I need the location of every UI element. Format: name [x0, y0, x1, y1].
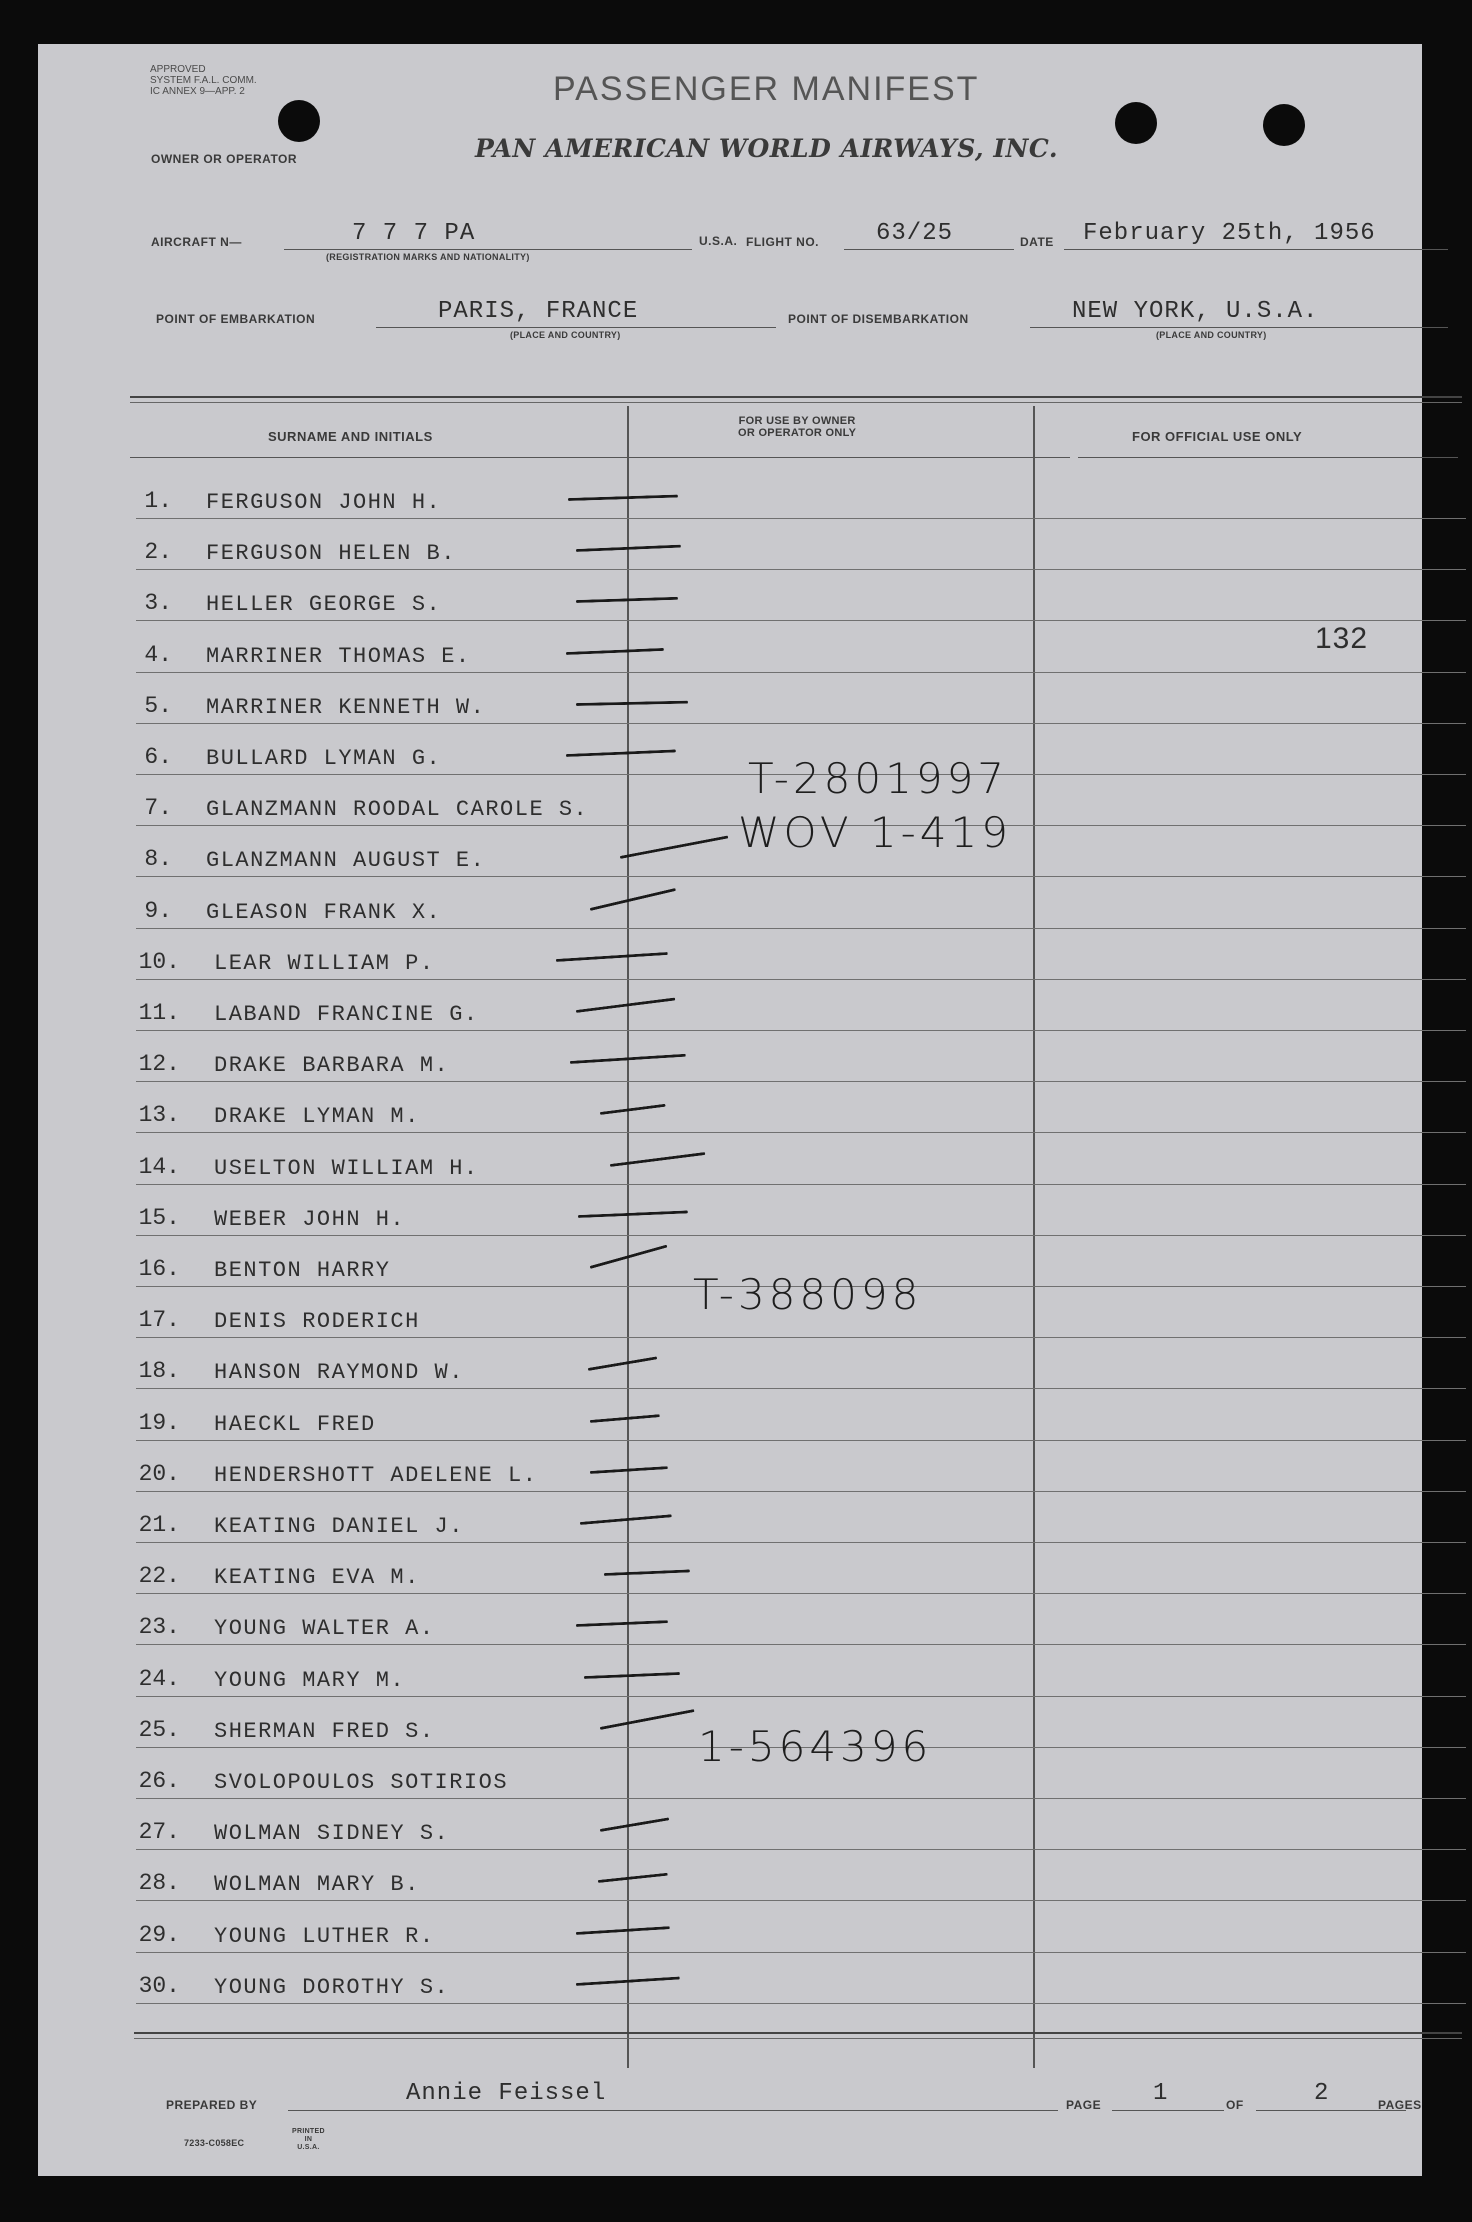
check-mark [610, 1152, 706, 1167]
row-rule [136, 1644, 1466, 1645]
passenger-name: GLEASON FRANK X. [206, 899, 442, 925]
row-number: 29. [138, 1921, 180, 1948]
passenger-name: MARRINER KENNETH W. [206, 694, 486, 720]
passenger-name: WOLMAN SIDNEY S. [214, 1821, 450, 1847]
row-rule [136, 1081, 1466, 1082]
row-rule [136, 1132, 1466, 1133]
row-rule [136, 672, 1466, 673]
check-mark [566, 647, 664, 654]
row-rule [136, 1184, 1466, 1185]
disembark-value: NEW YORK, U.S.A. [1072, 298, 1319, 325]
official-mark: 132 [1315, 622, 1369, 655]
passenger-name: SHERMAN FRED S. [214, 1718, 435, 1744]
check-mark [576, 1621, 668, 1628]
passenger-name: YOUNG WALTER A. [214, 1616, 435, 1642]
row-rule [136, 1952, 1466, 1953]
row-number: 10. [138, 948, 180, 975]
place-caption: (PLACE AND COUNTRY) [510, 330, 621, 340]
row-number: 22. [138, 1563, 180, 1590]
row-number: 1. [144, 488, 172, 514]
handwritten-ticket-row8: WOV 1-419 [738, 808, 1012, 857]
page-number: 1 [1153, 2080, 1169, 2107]
owner-label: OWNER OR OPERATOR [151, 152, 298, 166]
total-pages: 2 [1314, 2080, 1330, 2107]
check-mark [600, 1818, 670, 1833]
date-value: February 25th, 1956 [1083, 220, 1376, 247]
row-rule [136, 1900, 1466, 1901]
row-number: 5. [144, 692, 172, 719]
check-mark [620, 836, 729, 860]
row-number: 18. [138, 1358, 180, 1385]
punch-hole [1115, 102, 1157, 144]
row-number: 16. [138, 1256, 180, 1282]
embark-value: PARIS, FRANCE [438, 298, 639, 325]
row-number: 3. [144, 590, 172, 617]
passenger-name: YOUNG MARY M. [214, 1667, 406, 1693]
row-number: 13. [138, 1102, 180, 1129]
passenger-name: USELTON WILLIAM H. [214, 1155, 479, 1181]
passenger-name: SVOLOPOULOS SOTIRIOS [214, 1770, 509, 1795]
row-rule [136, 518, 1466, 519]
passenger-name: BENTON HARRY [214, 1258, 391, 1283]
passenger-name: YOUNG DOROTHY S. [214, 1974, 450, 2000]
row-rule [136, 1798, 1466, 1799]
row-rule [136, 1235, 1466, 1236]
check-mark [588, 1357, 658, 1372]
aircraft-label: AIRCRAFT N— [151, 235, 242, 249]
row-number: 26. [138, 1768, 180, 1794]
owner-use-column-header: FOR USE BY OWNER OR OPERATOR ONLY [738, 415, 857, 439]
of-label: OF [1226, 2098, 1244, 2112]
handwritten-ticket-row17: T-388098 [693, 1270, 923, 1319]
passenger-name: DENIS RODERICH [214, 1309, 420, 1335]
check-mark [600, 1104, 666, 1115]
row-rule [136, 979, 1466, 980]
check-mark [568, 495, 678, 501]
flight-label: FLIGHT NO. [746, 235, 819, 249]
row-number: 19. [138, 1409, 180, 1436]
embark-label: POINT OF EMBARKATION [156, 312, 316, 326]
check-mark [576, 1926, 670, 1935]
passenger-name: DRAKE LYMAN M. [214, 1104, 420, 1130]
row-rule [136, 723, 1466, 724]
check-mark [556, 952, 668, 962]
row-number: 23. [138, 1614, 180, 1641]
printed-in-usa: PRINTED IN U.S.A. [292, 2128, 325, 2151]
passenger-name: GLANZMANN ROODAL CAROLE S. [206, 797, 589, 823]
approval-note: APPROVED SYSTEM F.A.L. COMM. IC ANNEX 9—APP. 2 [150, 64, 257, 97]
check-mark [580, 1514, 672, 1525]
row-rule [136, 1696, 1466, 1697]
row-number: 12. [138, 1051, 180, 1078]
passenger-name: HAECKL FRED [214, 1411, 376, 1437]
row-rule [136, 1542, 1466, 1543]
page-label: PAGE [1066, 2098, 1102, 2112]
row-rule [136, 876, 1466, 877]
row-number: 28. [138, 1870, 180, 1897]
check-mark [604, 1570, 690, 1577]
handwritten-ticket-row7: T-2801997 [748, 754, 1009, 803]
passenger-name: KEATING EVA M. [214, 1565, 420, 1591]
usa-label: U.S.A. [699, 234, 738, 248]
passenger-name: WEBER JOHN H. [214, 1206, 406, 1232]
passenger-name: GLANZMANN AUGUST E. [206, 848, 486, 874]
row-number: 9. [144, 897, 172, 924]
check-mark [590, 1414, 660, 1423]
check-mark [600, 1709, 695, 1730]
row-number: 17. [138, 1307, 180, 1334]
check-mark [590, 888, 676, 911]
row-rule [136, 1030, 1466, 1031]
passenger-name: LABAND FRANCINE G. [214, 1002, 479, 1027]
row-number: 30. [138, 1972, 180, 1999]
row-number: 11. [138, 1000, 180, 1026]
disembark-label: POINT OF DISEMBARKATION [788, 312, 969, 326]
prepared-label: PREPARED BY [166, 2098, 258, 2112]
page-title: PASSENGER MANIFEST [553, 70, 980, 108]
date-label: DATE [1020, 235, 1054, 249]
passenger-name: FERGUSON HELEN B. [206, 541, 456, 567]
passenger-name: MARRINER THOMAS E. [206, 643, 471, 669]
flight-value: 63/25 [876, 220, 954, 247]
row-rule [136, 1388, 1466, 1389]
check-mark [566, 749, 676, 757]
row-number: 4. [144, 641, 172, 668]
check-mark [576, 997, 676, 1013]
check-mark [576, 700, 688, 705]
row-rule [136, 1337, 1466, 1338]
row-number: 27. [138, 1819, 180, 1846]
operator-name: PAN AMERICAN WORLD AIRWAYS, INC. [475, 134, 1059, 163]
place-caption: (PLACE AND COUNTRY) [1156, 330, 1267, 340]
pages-label: PAGES [1378, 2098, 1422, 2112]
row-rule [136, 1849, 1466, 1850]
form-code: 7233-C058EC [184, 2138, 245, 2148]
passenger-name: HANSON RAYMOND W. [214, 1360, 464, 1386]
row-rule [136, 620, 1466, 621]
manifest-sheet [38, 44, 1422, 2176]
row-number: 6. [144, 744, 172, 770]
row-number: 20. [138, 1460, 180, 1487]
row-number: 7. [144, 795, 172, 822]
row-number: 25. [138, 1716, 180, 1743]
row-rule [136, 928, 1466, 929]
row-rule [136, 1593, 1466, 1594]
check-mark [578, 1210, 688, 1218]
row-number: 2. [144, 539, 172, 566]
row-number: 21. [138, 1512, 180, 1538]
official-use-column-header: FOR OFFICIAL USE ONLY [1132, 429, 1303, 444]
surname-column-header: SURNAME AND INITIALS [268, 429, 433, 444]
row-number: 8. [144, 846, 172, 873]
passenger-name: WOLMAN MARY B. [214, 1872, 420, 1898]
passenger-name: HENDERSHOTT ADELENE L. [214, 1462, 538, 1488]
row-number: 24. [138, 1665, 180, 1692]
passenger-name: FERGUSON JOHN H. [206, 490, 442, 515]
passenger-name: DRAKE BARBARA M. [214, 1053, 450, 1079]
row-number: 14. [138, 1153, 180, 1180]
row-rule [136, 1491, 1466, 1492]
row-number: 15. [138, 1204, 180, 1231]
row-rule [136, 569, 1466, 570]
passenger-name: HELLER GEORGE S. [206, 592, 442, 618]
registration-caption: (REGISTRATION MARKS AND NATIONALITY) [326, 252, 530, 262]
passenger-name: YOUNG LUTHER R. [214, 1923, 435, 1949]
punch-hole [278, 100, 320, 142]
row-rule [136, 1440, 1466, 1441]
passenger-name: LEAR WILLIAM P. [214, 950, 435, 976]
row-rule [136, 2003, 1466, 2004]
aircraft-value: 7 7 7 PA [352, 220, 476, 247]
check-mark [598, 1873, 668, 1883]
handwritten-ticket-row26: 1-564396 [698, 1722, 933, 1771]
passenger-name: BULLARD LYMAN G. [206, 746, 442, 771]
check-mark [584, 1672, 680, 1679]
prepared-by-value: Annie Feissel [406, 2080, 607, 2107]
punch-hole [1263, 104, 1305, 146]
passenger-name: KEATING DANIEL J. [214, 1514, 464, 1539]
